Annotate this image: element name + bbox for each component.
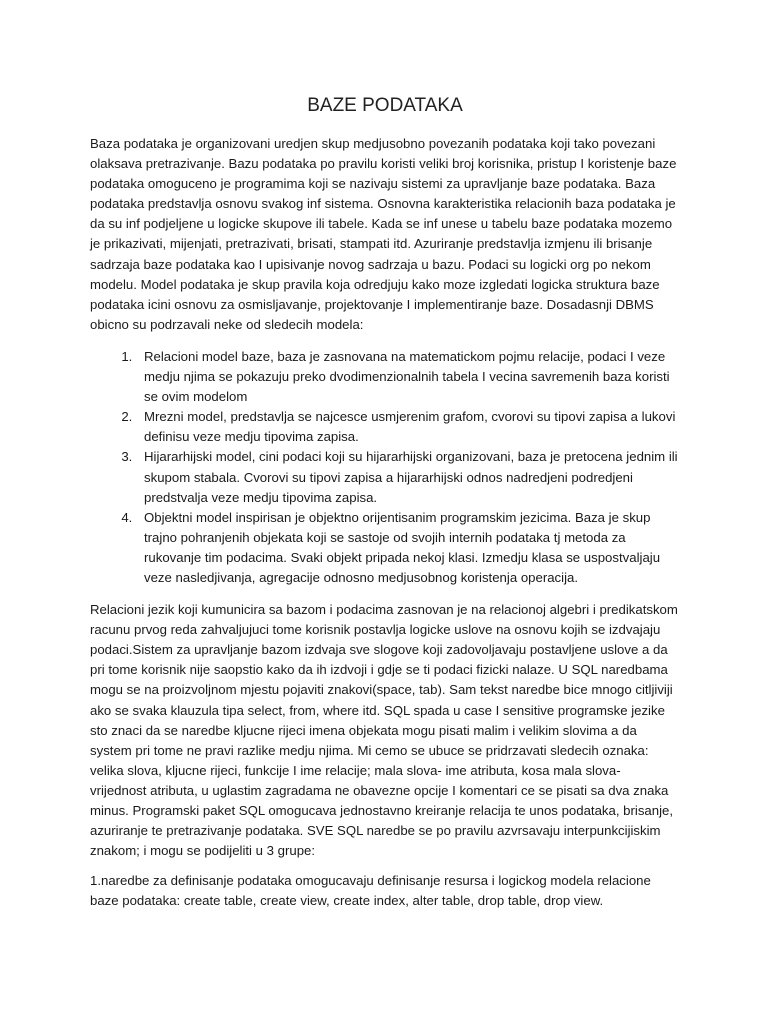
list-item-object-model: 4. Objektni model inspirisan je objektno orijentisanim programskim jezicima. Baza je skup trajno pohranjenih objekata koji se sastoje od svojih internih podataka tj metoda za rukovanje tim podacima. Svaki objekt pripada nekoj klasi. Izmedju klasa se uspostvaljaju veze nasledjivanja, agregacije odnosno medjusobnog koristenja operacija. bbox=[136, 508, 680, 588]
sql-paragraph: Relacioni jezik koji kumunicira sa bazom i podacima zasnovan je na relacionoj algebri i predikatskom racunu prvog reda zahvaljujuci tome korisnik postavlja logicke uslove na osnovu kojih se izdvajaju podaci.Sistem za upravljanje bazom izdvaja sve slogove koji zadovoljavaju postavljene uslove a da pri tome korisnik nije saopstio kako da ih izdvoji i gdje se ti podaci fizicki nalaze. U SQL naredbama mogu se na proizvoljnom mjestu pojaviti znakovi(space, tab). Sam tekst naredbe bice mnogo citljiviji ako se svaka klauzula tipa select, from, where itd. SQL spada u case I sensitive programske jezike sto znaci da se naredbe kljucne rijeci imena objekata mogu pisati malim i velikim slovima a da system pri tome ne pravi razlike medju njima. Mi cemo se ubuce se pridrzavati sledecih oznaka: velika slova, kljucne rijeci, funkcije I ime relacije; mala slova- ime atributa, kosa mala slova- vrijednost atributa, u uglastim zagradama ne obavezne opcije I komentari ce se pisati sa dva znaka minus. Programski paket SQL omogucava jednostavno kreiranje relacija te unos podataka, brisanje, azuriranje te pretrazivanje podataka. SVE SQL naredbe se po pravilu azvrsavaju interpunkcijiskim znakom; i mogu se podijeliti u 3 grupe: bbox=[90, 602, 678, 859]
document-page bbox=[90, 94, 680, 921]
list-item-relational-model: 1. Relacioni model baze, baza je zasnovana na matematickom pojmu relacije, podaci I veze medju njima se pokazuju preko dvodimenzionalnih tabela I vecina savremenih baza koristi se ovim modelom bbox=[136, 347, 680, 407]
model-list bbox=[90, 347, 680, 588]
document-title: BAZE PODATAKA bbox=[307, 95, 463, 116]
list-item-network-model: 2. Mrezni model, predstavlja se najcesce usmjerenim grafom, cvorovi su tipovi zapisa a lukovi definisu veze medju tipovima zapisa. bbox=[136, 407, 680, 447]
ddl-paragraph: 1.naredbe za definisanje podataka omogucavaju definisanje resursa i logickog modela relacione baze podataka: create table, create view, create index, alter table, drop table, drop view. bbox=[90, 873, 651, 909]
intro-paragraph: Baza podataka je organizovani uredjen skup medjusobno povezanih podataka koji tako povezani olaksava pretrazivanje. Bazu podataka po pravilu koristi veliki broj korisnika, pristup I koristenje baze podataka omoguceno je programima koji se nazivaju sistemi za upravljanje baze podataka. Baza podataka predstavlja osnovu svakog inf sistema. Osnovna karakteristika relacionih baza podataka je da su inf podjeljene u logicke skupove ili tabele. Kada se inf unese u tabelu baze podataka mozemo je prikazivati, mijenjati, pretrazivati, brisati, stampati itd. Azuriranje predstavlja izmjenu ili brisanje sadrzaja baze podataka kao I upisivanje novog sadrzaja u bazu. Podaci su logicki org po nekom modelu. Model podataka je skup pravila koja odredjuju kako moze izgledati logicka struktura baze podataka icini osnovu za osmisljavanje, projektovanje I implementiranje baze. Dosadasnji DBMS obicno su podrzavali neke od sledecih modela: bbox=[90, 136, 677, 332]
list-item-hierarchical-model: 3. Hijararhijski model, cini podaci koji su hijararhijski organizovani, baza je pretocena jednim ili skupom stabala. Cvorovi su tipovi zapisa a hijararhijski odnos nadredjeni podredjeni predstvalja veze medju tipovima zapisa. bbox=[136, 447, 680, 507]
